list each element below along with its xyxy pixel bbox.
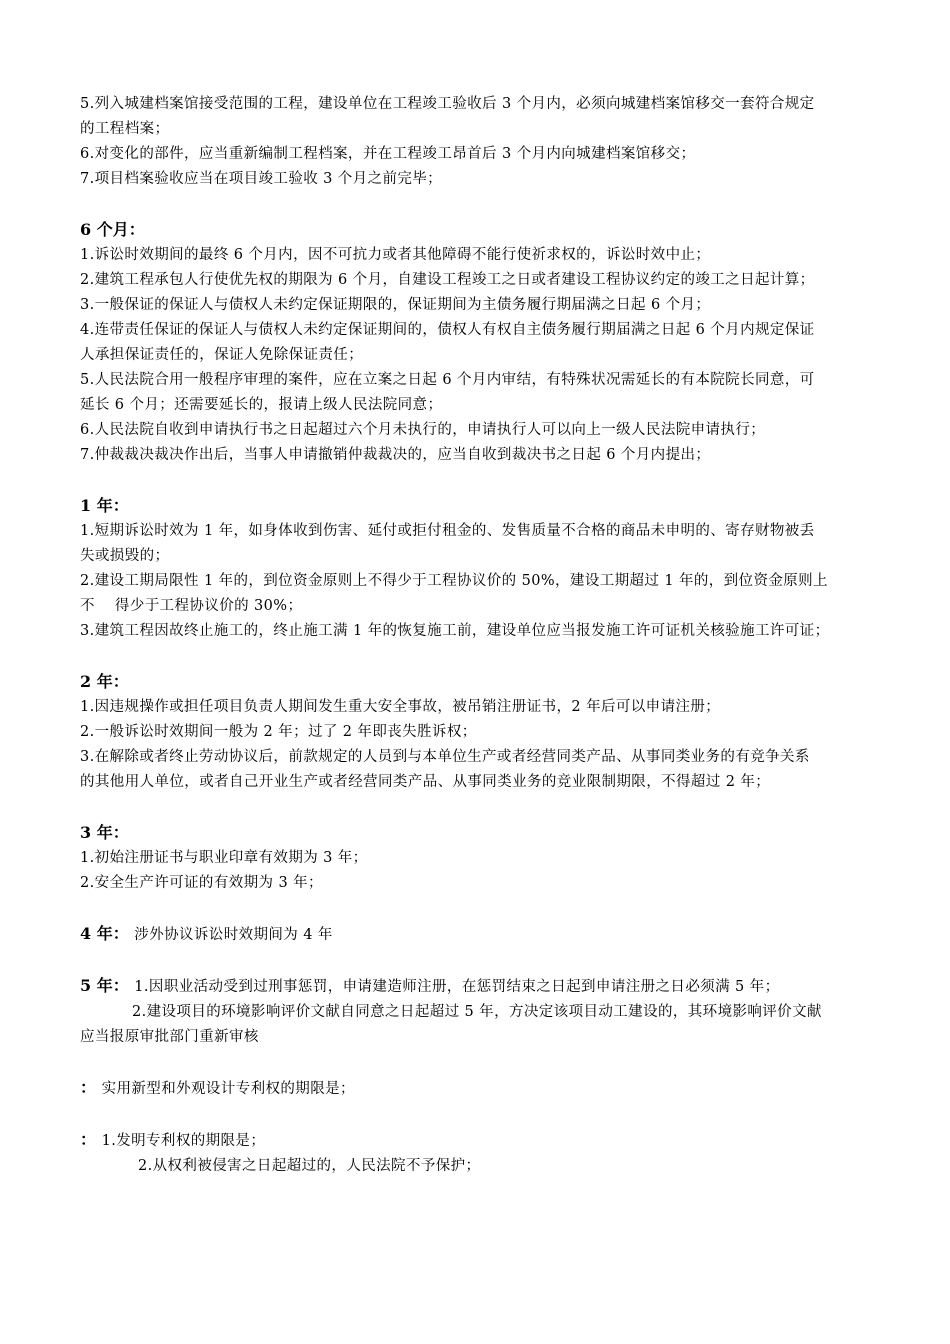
- text-line: 2.建设项目的环境影响评价文献自同意之日起超过 5 年，方决定该项目动工建设的，其环境影响评价文献: [132, 1004, 822, 1020]
- text-line: 实用新型和外观设计专利权的期限是；: [101, 1081, 355, 1097]
- text-line: 不 得少于工程协议价的 30%；: [80, 598, 303, 614]
- text-line: 5.列入城建档案馆接受范围的工程，建设单位在工程竣工验收后 3 个月内，必须向城建档案馆移交一套符合规定: [80, 96, 815, 112]
- section-heading: 5 年：: [80, 976, 129, 995]
- two-years-section: [80, 669, 905, 795]
- text-line: 的工程档案；: [80, 121, 170, 137]
- text-line: 4.连带责任保证的保证人与债权人未约定保证期间的，债权人有权自主债务履行期届满之日起 6 个月内规定保证: [80, 322, 815, 338]
- section-heading: ：: [80, 1078, 97, 1097]
- section-heading: 6 个月：: [80, 220, 145, 239]
- three-years-section: [80, 820, 905, 896]
- text-line: 2.一般诉讼时效期间一般为 2 年；过了 2 年即丧失胜诉权；: [80, 724, 477, 740]
- text-line: 5.人民法院合用一般程序审理的案件，应在立案之日起 6 个月内审结，有特殊状况需延长的有本院院长同意，可: [80, 372, 815, 388]
- section-heading: 3 年：: [80, 823, 129, 842]
- six-months-section: [80, 217, 905, 468]
- section-heading: 1 年：: [80, 496, 129, 515]
- text-line: 7.项目档案验收应当在项目竣工验收 3 个月之前完毕；: [80, 171, 443, 187]
- section-heading: 4 年：: [80, 924, 129, 943]
- text-line: 1.发明专利权的期限是；: [101, 1133, 266, 1149]
- text-line: 6.人民法院自收到申请执行书之日起超过六个月未执行的，申请执行人可以向上一级人民法院申请执行；: [80, 422, 766, 438]
- section-heading: 2 年：: [80, 672, 129, 691]
- text-line: 1.诉讼时效期间的最终 6 个月内，因不可抗力或者其他障碍不能行使祈求权的，诉讼时效中止；: [80, 247, 711, 263]
- text-line: 2.从权利被侵害之日起超过的，人民法院不予保护；: [138, 1158, 481, 1174]
- text-line: 2.安全生产许可证的有效期为 3 年；: [80, 875, 323, 891]
- text-line: 2.建设工期局限性 1 年的，到位资金原则上不得少于工程协议价的 50%，建设工期超过 1 年的，到位资金原则上: [80, 573, 828, 589]
- text-line: 3.在解除或者终止劳动协议后，前款规定的人员到与本单位生产或者经营同类产品、从事同类业务的有竞争关系: [80, 749, 810, 765]
- text-line: 2.建筑工程承包人行使优先权的期限为 6 个月，自建设工程竣工之日或者建设工程协议约定的竣工之日起计算；: [80, 272, 815, 288]
- four-years-section: [80, 921, 905, 948]
- text-line: 1.短期诉讼时效为 1 年，如身体收到伤害、延付或拒付租金的、发售质量不合格的商品未申明的、寄存财物被丢: [80, 523, 815, 539]
- intro-section: [80, 92, 905, 192]
- section-heading: ：: [80, 1130, 97, 1149]
- text-line: 7.仲裁裁决裁决作出后，当事人申请撤销仲裁裁决的，应当自收到裁决书之日起 6 个月内提出；: [80, 447, 711, 463]
- text-line: 1.初始注册证书与职业印章有效期为 3 年；: [80, 850, 368, 866]
- text-line: 失或损毁的；: [80, 548, 170, 564]
- text-line: 延长 6 个月；还需要延长的，报请上级人民法院同意；: [80, 397, 443, 413]
- document-page: [80, 92, 905, 1179]
- text-line: 1.因职业活动受到过刑事惩罚，申请建造师注册，在惩罚结束之日起到申请注册之日必须满 5 年；: [134, 979, 780, 995]
- text-line: 3.建筑工程因故终止施工的，终止施工满 1 年的恢复施工前，建设单位应当报发施工许可证机关核验施工许可证；: [80, 623, 830, 639]
- text-line: 应当报原审批部门重新审核: [80, 1029, 259, 1045]
- patent-design-section: [80, 1075, 905, 1102]
- text-line: 的其他用人单位，或者自己开业生产或者经营同类产品、从事同类业务的竞业限制期限，不得超过 2 年；: [80, 774, 771, 790]
- text-line: 3.一般保证的保证人与债权人未约定保证期限的，保证期间为主债务履行期届满之日起 6 个月；: [80, 297, 711, 313]
- one-year-section: [80, 493, 905, 644]
- text-line: 6.对变化的部件，应当重新编制工程档案，并在工程竣工昂首后 3 个月内向城建档案馆移交；: [80, 146, 696, 162]
- five-years-section: [80, 973, 905, 1050]
- patent-invention-section: [80, 1127, 905, 1179]
- text-line: 1.因违规操作或担任项目负责人期间发生重大安全事故，被吊销注册证书，2 年后可以申请注册；: [80, 699, 721, 715]
- text-line: 人承担保证责任的，保证人免除保证责任；: [80, 347, 364, 363]
- text-line: 涉外协议诉讼时效期间为 4 年: [134, 927, 333, 943]
